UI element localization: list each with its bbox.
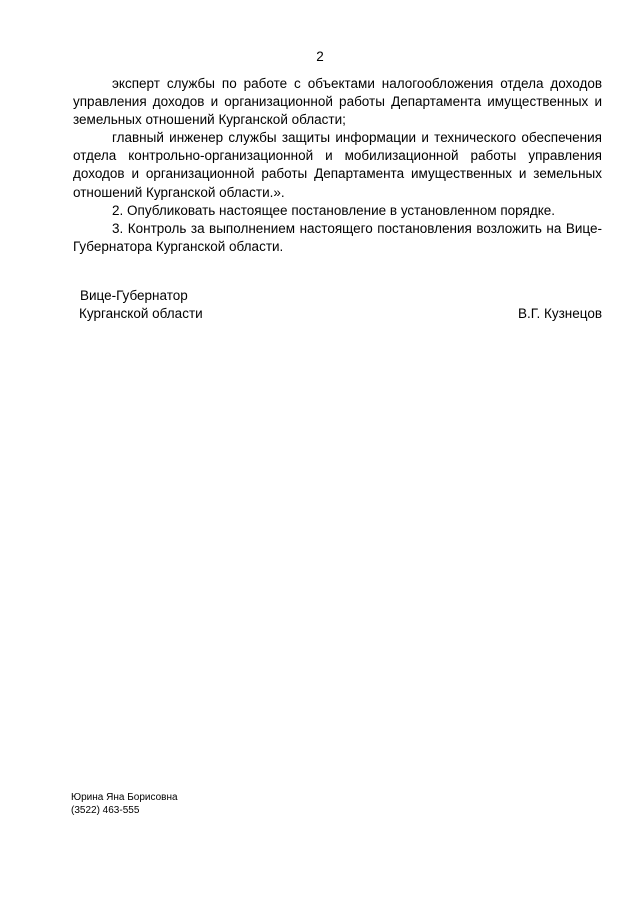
document-body xyxy=(73,75,602,256)
paragraph-control: 3. Контроль за выполнением настоящего постановления возложить на Вице-Губернатора Курганской области. xyxy=(73,220,602,254)
signatory-name: В.Г. Кузнецов xyxy=(518,306,602,321)
executor-phone: (3522) 463-555 xyxy=(71,804,140,816)
paragraph-publish: 2. Опубликовать настоящее постановление в установленном порядке. xyxy=(112,202,556,218)
paragraph-chief-engineer: главный инженер службы защиты информации и технического обеспечения отдела контрольно-организационной и мобилизационной работы управления доходов и организационной работы Департамента имущественных и земельных отношений Курганской области.». xyxy=(73,130,602,200)
page-number: 2 xyxy=(316,49,324,64)
executor-name: Юрина Яна Борисовна xyxy=(71,792,178,803)
signatory-title-line2: Курганской области xyxy=(79,306,203,321)
paragraph-expert: эксперт службы по работе с объектами налогообложения отдела доходов управления доходов и организационной работы Департамента имущественных и земельных отношений Курганской области; xyxy=(73,76,602,128)
signatory-title xyxy=(80,287,203,323)
executor-footer xyxy=(71,792,178,817)
signatory-title-line1: Вице-Губернатор xyxy=(80,288,188,303)
